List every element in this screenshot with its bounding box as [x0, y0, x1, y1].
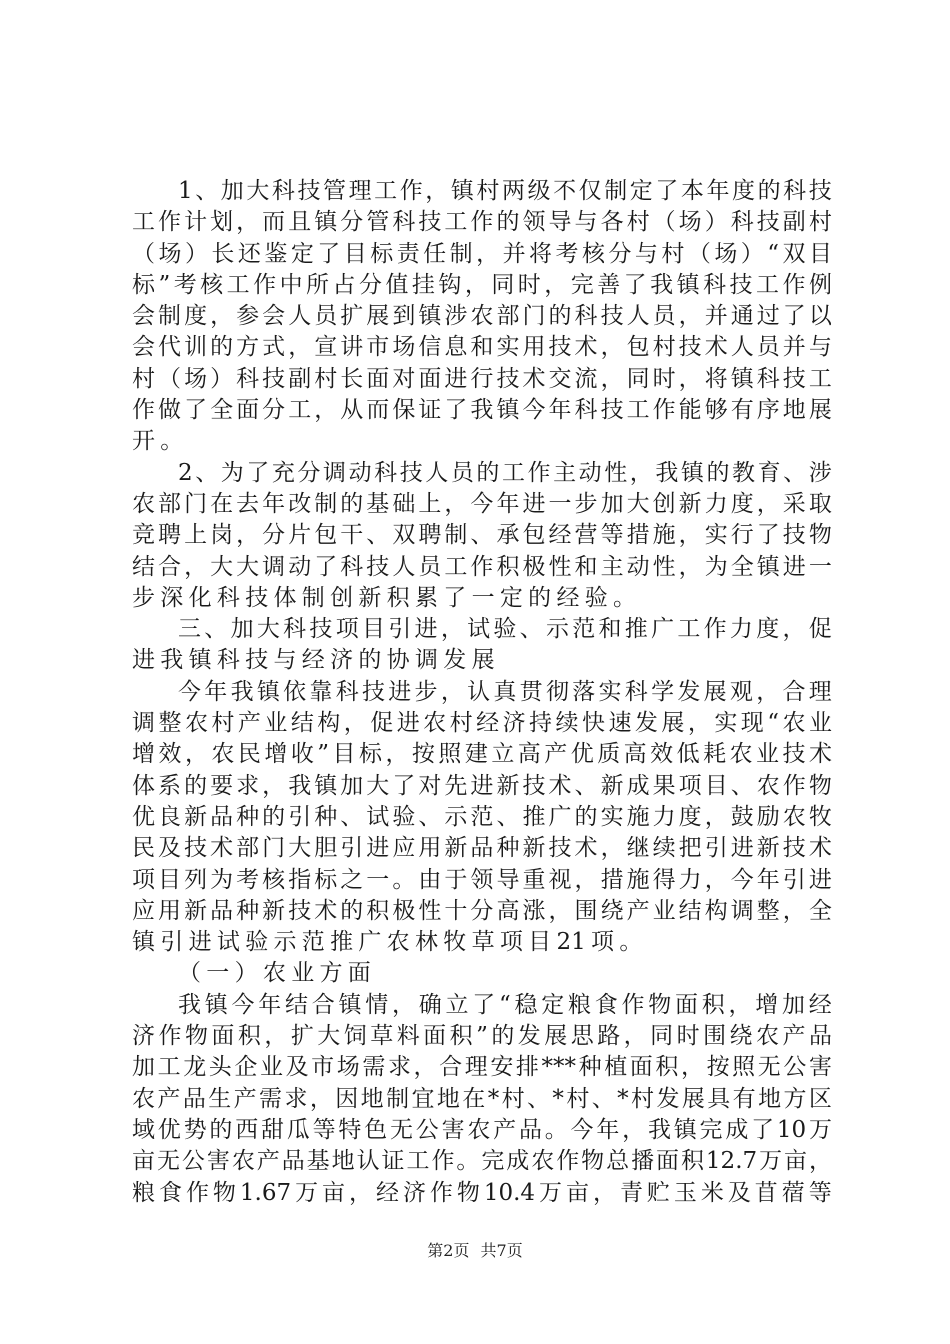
text-line: 亩 无 公 害 农 产 品 基 地 认 证 工 作 。 完 成 农 作 物 总 播 面 积 12.7 万 亩 ，: [132, 1148, 832, 1175]
text-line: 项 目 列 为 考 核 指 标 之 一 。 由 于 领 导 重 视 ， 措 施 得 力 ， 今 年 引 进: [132, 866, 832, 893]
text-line: 进 我 镇 科 技 与 经 济 的 协 调 发 展: [132, 647, 495, 674]
text-line: 镇 引 进 试 验 示 范 推 广 农 林 牧 草 项 目 21 项 。: [132, 929, 643, 956]
text-line: 作 做 了 全 面 分 工 ， 从 而 保 证 了 我 镇 今 年 科 技 工 作 能 够 有 序 地 展: [132, 397, 832, 424]
text-line: （ 一 ） 农 业 方 面: [178, 960, 371, 987]
text-line: 济 作 物 面 积 ， 扩 大 饲 草 料 面 积 ” 的 发 展 思 路 ， 同 时 围 绕 农 产 品: [132, 1023, 832, 1050]
text-line: 加 工 龙 头 企 业 及 市 场 需 求 ， 合 理 安 排 *** 种 植 面 积 ， 按 照 无 公 害: [132, 1054, 832, 1081]
text-line: 体 系 的 要 求 ， 我 镇 加 大 了 对 先 进 新 技 术 、 新 成 果 项 目 、 农 作 物: [132, 772, 832, 799]
text-line: 农 产 品 生 产 需 求 ， 因 地 制 宜 地 在 * 村 、 * 村 、 * 村 发 展 具 有 地 方 区: [132, 1085, 832, 1112]
text-line: 调 整 农 村 产 业 结 构 ， 促 进 农 村 经 济 持 续 快 速 发 展 ， 实 现 “ 农 业: [132, 710, 832, 737]
text-line: 域 优 势 的 西 甜 瓜 等 特 色 无 公 害 农 产 品 。 今 年 ， 我 镇 完 成 了 10 万: [132, 1116, 832, 1143]
text-line: 村 （ 场 ） 科 技 副 村 长 面 对 面 进 行 技 术 交 流 ， 同 时 ， 将 镇 科 技 工: [132, 365, 832, 392]
text-line: 粮 食 作 物 1.67 万 亩 ， 经 济 作 物 10.4 万 亩 ， 青 贮 玉 米 及 苜 蓿 等: [132, 1179, 832, 1206]
text-line: 我 镇 今 年 结 合 镇 情 ， 确 立 了 “ 稳 定 粮 食 作 物 面 积 ， 增 加 经: [178, 991, 832, 1018]
page-total: 共7页: [480, 1241, 523, 1260]
text-line: 增 效 ， 农 民 增 收 ” 目 标 ， 按 照 建 立 高 产 优 质 高 效 低 耗 农 业 技 术: [132, 741, 832, 768]
text-line: 优 良 新 品 种 的 引 种 、 试 验 、 示 范 、 推 广 的 实 施 力 度 ， 鼓 励 农 牧: [132, 803, 832, 830]
text-line: 民 及 技 术 部 门 大 胆 引 进 应 用 新 品 种 新 技 术 ， 继 续 把 引 进 新 技 术: [132, 835, 832, 862]
text-line: 开 。: [132, 428, 184, 455]
text-line: 结 合 ， 大 大 调 动 了 科 技 人 员 工 作 积 极 性 和 主 动 性 ， 为 全 镇 进 一: [132, 553, 832, 580]
page-footer: [0, 1238, 950, 1261]
text-line: 会 制 度 ， 参 会 人 员 扩 展 到 镇 涉 农 部 门 的 科 技 人 员 ， 并 通 过 了 以: [132, 303, 832, 330]
document-body: [132, 176, 832, 1209]
text-line: 今 年 我 镇 依 靠 科 技 进 步 ， 认 真 贯 彻 落 实 科 学 发 展 观 ， 合 理: [178, 678, 832, 705]
text-line: （ 场 ） 长 还 鉴 定 了 目 标 责 任 制 ， 并 将 考 核 分 与 村 （ 场 ） “ 双 目: [132, 240, 832, 267]
text-line: 三 、 加 大 科 技 项 目 引 进 ， 试 验 、 示 范 和 推 广 工 作 力 度 ， 促: [178, 616, 832, 643]
text-line: 应 用 新 品 种 新 技 术 的 积 极 性 十 分 高 涨 ， 围 绕 产 业 结 构 调 整 ， 全: [132, 897, 832, 924]
text-line: 2 、 为 了 充 分 调 动 科 技 人 员 的 工 作 主 动 性 ， 我 镇 的 教 育 、 涉: [178, 459, 832, 486]
text-line: 1 、 加 大 科 技 管 理 工 作 ， 镇 村 两 级 不 仅 制 定 了 本 年 度 的 科 技: [178, 178, 832, 204]
text-line: 标 ” 考 核 工 作 中 所 占 分 值 挂 钩 ， 同 时 ， 完 善 了 我 镇 科 技 工 作 例: [132, 271, 832, 298]
text-line: 工 作 计 划 ， 而 且 镇 分 管 科 技 工 作 的 领 导 与 各 村 （ 场 ） 科 技 副 村: [132, 209, 832, 236]
page-number: 第2页: [427, 1241, 470, 1260]
text-line: 竞 聘 上 岗 ， 分 片 包 干 、 双 聘 制 、 承 包 经 营 等 措 施 ， 实 行 了 技 物: [132, 522, 832, 549]
text-line: 会 代 训 的 方 式 ， 宣 讲 市 场 信 息 和 实 用 技 术 ， 包 村 技 术 人 员 并 与: [132, 334, 832, 361]
text-line: 农 部 门 在 去 年 改 制 的 基 础 上 ， 今 年 进 一 步 加 大 创 新 力 度 ， 采 取: [132, 490, 832, 517]
text-line: 步 深 化 科 技 体 制 创 新 积 累 了 一 定 的 经 验 。: [132, 584, 637, 611]
